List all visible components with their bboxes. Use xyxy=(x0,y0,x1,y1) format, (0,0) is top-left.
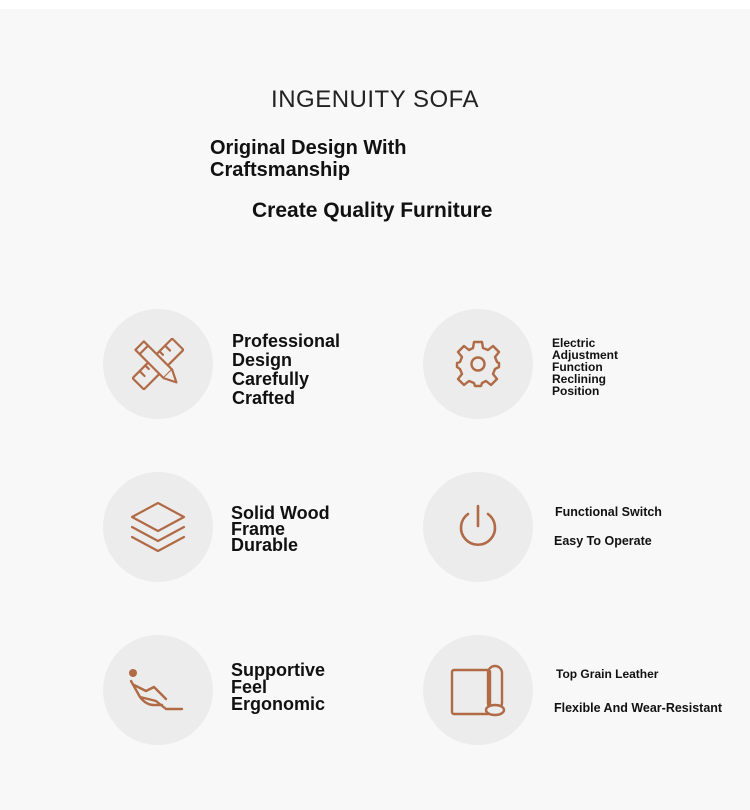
feature-ergonomic-line: Ergonomic xyxy=(231,694,326,714)
feature-ergonomic-line: Feel xyxy=(231,677,268,697)
subtitle-quality: Create Quality Furniture xyxy=(252,199,493,222)
power-icon xyxy=(453,502,503,552)
feature-wood-line: Durable xyxy=(231,535,299,555)
feature-professional-line: Professional xyxy=(232,331,341,351)
feature-ergonomic-line: Supportive xyxy=(231,660,326,680)
layers-icon xyxy=(128,499,188,555)
reclining-person-icon xyxy=(126,665,190,715)
feature-electric-line: Electric xyxy=(552,336,596,350)
feature-switch-circle xyxy=(423,472,533,582)
feature-electric-label xyxy=(552,337,618,397)
feature-professional-line: Carefully xyxy=(232,369,310,389)
feature-leather-line-2: Flexible And Wear-Resistant xyxy=(554,701,723,715)
subtitle-craftsmanship xyxy=(210,137,407,181)
feature-switch-line-2: Easy To Operate xyxy=(554,534,652,548)
feature-wood-line: Solid Wood xyxy=(231,503,330,523)
feature-ergonomic-label xyxy=(231,661,325,714)
subtitle-line-1: Original Design With xyxy=(210,137,407,159)
feature-ergonomic-circle xyxy=(103,635,213,745)
gear-icon xyxy=(453,339,503,389)
feature-wood-label xyxy=(231,504,330,555)
subtitle-line-2: Craftsmanship xyxy=(210,159,351,181)
feature-professional-label xyxy=(232,332,340,408)
page-title: INGENUITY SOFA xyxy=(271,86,479,113)
leather-roll-icon xyxy=(448,662,508,718)
feature-electric-line: Reclining xyxy=(552,372,607,386)
feature-professional-circle xyxy=(103,309,213,419)
feature-leather-line-1: Top Grain Leather xyxy=(556,667,659,681)
feature-electric-line: Function xyxy=(552,360,603,374)
feature-wood-line: Frame xyxy=(231,519,286,539)
feature-electric-line: Position xyxy=(552,384,600,398)
feature-electric-circle xyxy=(423,309,533,419)
top-band xyxy=(0,0,750,9)
feature-wood-circle xyxy=(103,472,213,582)
feature-leather-circle xyxy=(423,635,533,745)
feature-electric-line: Adjustment xyxy=(552,348,618,362)
feature-professional-line: Design xyxy=(232,350,293,370)
feature-switch-line-1: Functional Switch xyxy=(555,505,662,519)
feature-professional-line: Crafted xyxy=(232,388,296,408)
ruler-pencil-icon xyxy=(128,334,188,394)
